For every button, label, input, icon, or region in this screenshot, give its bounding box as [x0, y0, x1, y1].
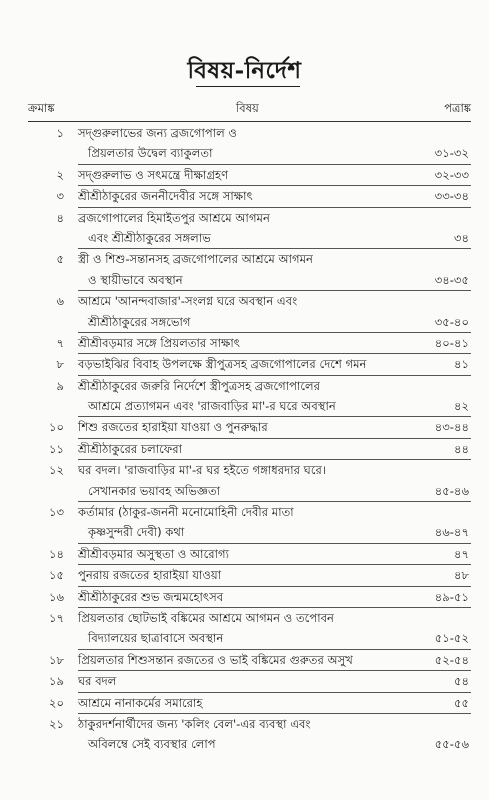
entry-number: ৩ [56, 189, 64, 204]
entry-number: ৯ [56, 378, 64, 393]
header-number: ক্রমাঙ্ক [28, 101, 55, 115]
entry-text: পুনরায় রজতের হারাইয়া যাওয়া [78, 568, 222, 583]
entry-text: বড়ভাইঝির বিবাহ উপলক্ষে স্ত্রীপুত্রসহ ব্রজগোপালের দেশে গমন [78, 357, 367, 372]
entry-number: ১৬ [48, 589, 64, 604]
toc-line [0, 354, 489, 374]
entry-page: ৫৫ [453, 695, 469, 710]
header-page: পত্রাঙ্ক [444, 101, 471, 115]
entry-number: ২১ [48, 716, 64, 731]
entry-number: ১২ [48, 463, 64, 478]
toc-line [0, 693, 489, 713]
toc-entry [0, 608, 489, 649]
toc-line [0, 143, 489, 163]
entry-page: ৪০-৪১ [434, 335, 469, 350]
toc-line [0, 460, 489, 480]
entry-text: শ্রীশ্রীঠাকুরের জননীদেবীর সঙ্গে সাক্ষাৎ [78, 189, 253, 204]
toc-entry [0, 186, 489, 206]
toc-entry [0, 565, 489, 585]
entry-number: ১০ [48, 420, 64, 435]
toc-line [0, 376, 489, 396]
entry-text: শ্রীশ্রীবড়মার অসুস্থতা ও আরোগ্য [78, 546, 229, 561]
entry-number: ৪ [56, 210, 64, 225]
toc-entry [0, 502, 489, 543]
toc-line [0, 123, 489, 143]
toc-line [0, 714, 489, 734]
toc-line [0, 650, 489, 670]
toc-entry [0, 123, 489, 164]
toc-line [0, 439, 489, 459]
entry-number: ২ [56, 167, 64, 182]
entry-number: ২০ [48, 695, 64, 710]
toc-line [0, 270, 489, 290]
entry-page: ৪৪ [453, 441, 469, 456]
entry-page: ৩৫-৪০ [434, 314, 469, 329]
entry-page: ৪৯-৫১ [434, 589, 469, 604]
toc-line [0, 628, 489, 648]
entry-text: সদ্‌গুরুলাভ ও সৎমন্ত্রে দীক্ষাগ্রহণ [78, 167, 229, 182]
entry-page: ৪৬-৪৭ [434, 525, 469, 540]
entry-text: অবিলম্বে সেই ব্যবস্থার লোপ [88, 737, 216, 752]
entry-text: শ্রীশ্রীঠাকুরের জরুরি নির্দেশে স্ত্রীপুত্রসহ ব্রজগোপালের [78, 378, 320, 393]
toc-line [0, 544, 489, 564]
toc-entry [0, 249, 489, 290]
entry-page: ৪২ [453, 399, 469, 414]
toc-line [0, 249, 489, 269]
entry-text: ব্রজগোপালের হিমাইতপুর আশ্রমে আগমন [78, 210, 270, 225]
toc-entry [0, 354, 489, 374]
entry-text: ঠাকুরদর্শনার্থীদের জন্য 'কলিং বেল'-এর ব্যবস্থা এবং [78, 716, 311, 731]
header-divider [28, 121, 471, 122]
table-of-contents [0, 123, 489, 755]
entry-text: শ্রীশ্রীঠাকুরের চলাফেরা [78, 441, 183, 456]
entry-text: কর্তামার (ঠাকুর-জননী মনোমোহিনী দেবীর মাতা [78, 505, 294, 520]
toc-line [0, 502, 489, 522]
toc-entry [0, 693, 489, 713]
entry-text: সেখানকার ভয়াবহ অভিজ্ঞতা [88, 483, 221, 498]
entry-text: শ্রীশ্রীঠাকুরের শুভ জন্মমহোৎসব [78, 589, 224, 604]
toc-entry [0, 291, 489, 332]
entry-number: ১৫ [48, 568, 64, 583]
entry-number: ৮ [56, 357, 64, 372]
toc-line [0, 417, 489, 437]
entry-number: ৬ [56, 294, 64, 309]
entry-page: ৪৮ [453, 568, 469, 583]
entry-number: ১ [56, 126, 64, 140]
toc-line [0, 671, 489, 691]
entry-text: আশ্রমে নানাকর্মের সমারোহ [78, 695, 203, 710]
entry-text: কৃষ্ণসুন্দরী দেবী) কথা [88, 525, 185, 540]
entry-text: প্রিয়লতার শিশুসন্তান রজতের ও ভাই বঙ্কিমের গুরুতর অসুখ [78, 652, 353, 667]
toc-line [0, 608, 489, 628]
toc-entry [0, 650, 489, 670]
entry-text: বিদ্যালয়ের ছাত্রাবাসে অবস্থান [88, 631, 224, 646]
toc-entry [0, 333, 489, 353]
entry-text: শ্রীশ্রীঠাকুরের সঙ্গভোগ [88, 314, 191, 329]
entry-text: সদ্‌গুরুলাভের জন্য ব্রজগোপাল ও [78, 126, 237, 140]
entry-page: ৫৫-৫৬ [434, 737, 469, 752]
entry-text: ঘর বদল। 'রাজবাড়ির মা'-র ঘর হইতে গঙ্গাধরদার ঘরে। [78, 463, 327, 478]
entry-number: ১৯ [48, 674, 64, 689]
toc-entry [0, 165, 489, 185]
entry-page: ৩২-৩৩ [434, 167, 469, 182]
entry-number: ১৭ [48, 610, 64, 625]
toc-line [0, 312, 489, 332]
entry-number: ১৪ [48, 546, 64, 561]
entry-page: ৩৪ [453, 230, 469, 245]
header-topic: বিষয় [236, 101, 259, 115]
entry-page: ৫২-৫৪ [434, 652, 469, 667]
entry-page: ৫৪ [453, 674, 469, 689]
entry-page: ৪১ [453, 357, 469, 372]
toc-line [0, 333, 489, 353]
toc-entry [0, 544, 489, 564]
toc-entry [0, 671, 489, 691]
toc-line [0, 396, 489, 416]
entry-text: স্ত্রী ও শিশু-সন্তানসহ ব্রজগোপালের আশ্রমে আগমন [78, 252, 313, 267]
column-headers [0, 100, 489, 120]
page-title: বিষয়-নির্দেশ [187, 57, 302, 84]
toc-line [0, 291, 489, 311]
entry-text: ঘর বদল [78, 674, 117, 689]
entry-text: আশ্রমে প্রত্যাগমন এবং 'রাজবাড়ির মা'-র ঘরে অবস্থান [88, 399, 336, 414]
entry-page: ৪৭ [453, 546, 469, 561]
entry-text: এবং শ্রীশ্রীঠাকুরের সঙ্গলাভ [88, 230, 211, 245]
toc-line [0, 565, 489, 585]
entry-page: ৩১-৩২ [434, 146, 469, 161]
toc-line [0, 734, 489, 754]
entry-text: শ্রীশ্রীবড়মার সঙ্গে প্রিয়লতার সাক্ষাৎ [78, 335, 240, 350]
toc-line [0, 481, 489, 501]
toc-entry [0, 714, 489, 755]
entry-page: ৩৩-৩৪ [434, 189, 469, 204]
entry-number: ৭ [56, 335, 64, 350]
toc-line [0, 165, 489, 185]
toc-entry [0, 587, 489, 607]
entry-page: ৫১-৫২ [434, 631, 469, 646]
entry-text: আশ্রমে 'আনন্দবাজার'-সংলগ্ন ঘরে অবস্থান এবং [78, 294, 298, 309]
entry-page: ৪৫-৪৬ [434, 483, 469, 498]
toc-line [0, 587, 489, 607]
toc-entry [0, 376, 489, 417]
entry-text: শিশু রজতের হারাইয়া যাওয়া ও পুনরুদ্ধার [78, 420, 268, 435]
title-underline [196, 86, 300, 87]
entry-text: ও স্থায়ীভাবে অবস্থান [88, 272, 183, 287]
toc-line [0, 186, 489, 206]
toc-line [0, 228, 489, 248]
entry-number: ৫ [56, 252, 64, 267]
toc-entry [0, 417, 489, 437]
toc-entry [0, 460, 489, 501]
toc-entry [0, 208, 489, 249]
entry-text: প্রিয়লতার ছোটভাই বঙ্কিমের আশ্রমে আগমন ও তপোবন [78, 610, 334, 625]
toc-line [0, 208, 489, 228]
entry-page: ৪৩-৪৪ [434, 420, 469, 435]
entry-number: ১৩ [48, 505, 64, 520]
toc-line [0, 522, 489, 542]
entry-number: ১১ [48, 441, 64, 456]
toc-entry [0, 439, 489, 459]
entry-text: প্রিয়লতার উদ্বেল ব্যাকুলতা [88, 146, 213, 161]
entry-page: ৩৪-৩৫ [434, 272, 469, 287]
entry-number: ১৮ [48, 652, 64, 667]
